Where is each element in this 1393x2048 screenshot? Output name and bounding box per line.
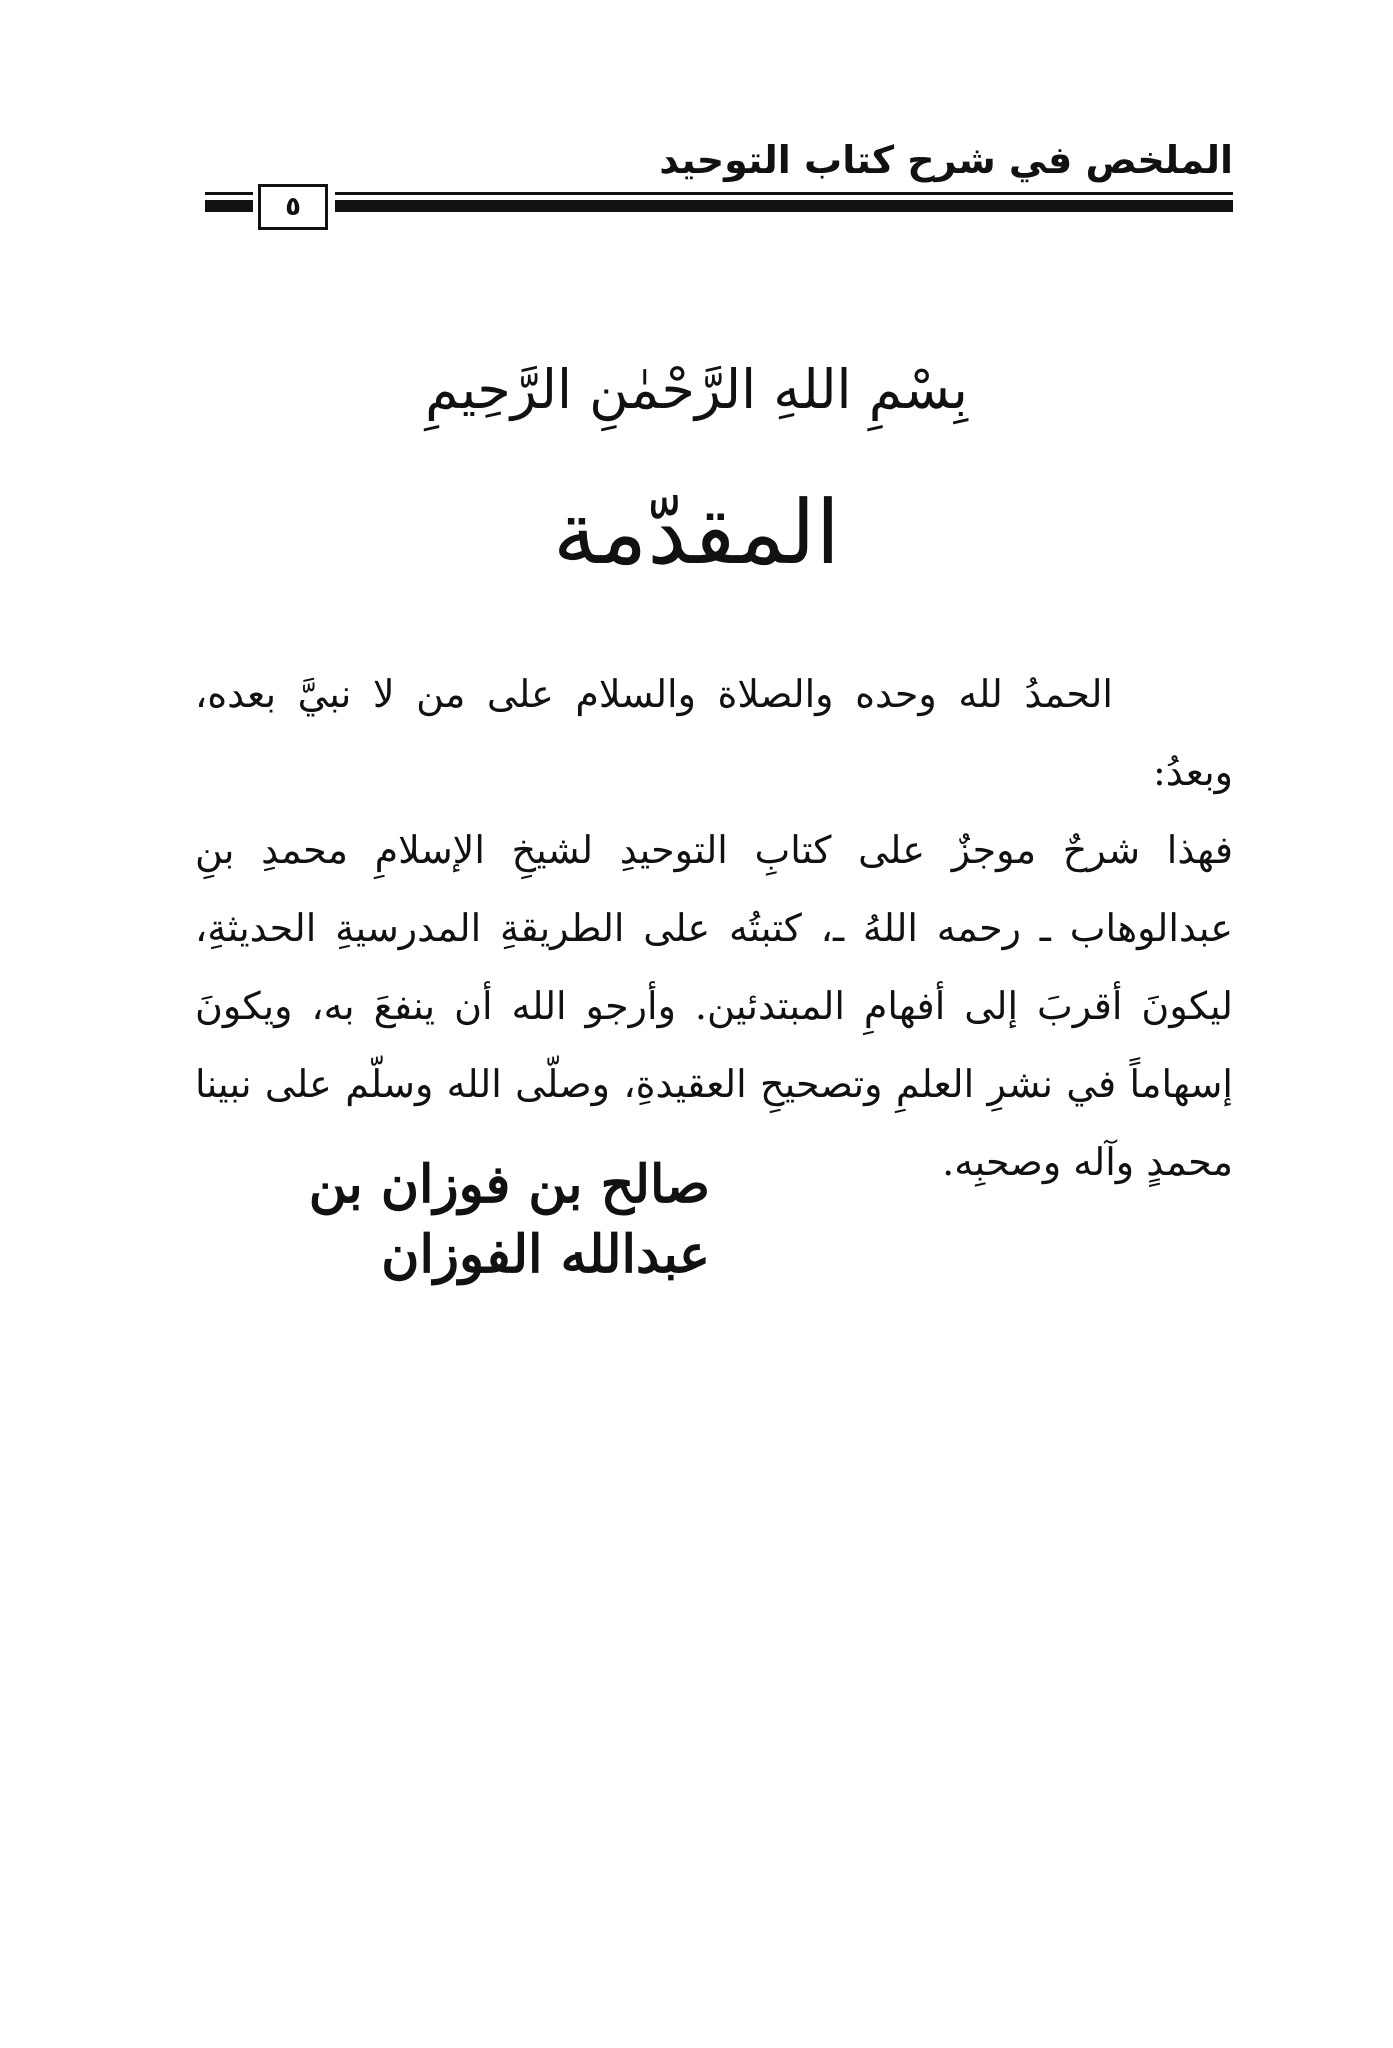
header-rule-thick — [335, 200, 1233, 212]
paragraph-opening: الحمدُ لله وحده والصلاة والسلام على من لا نبيَّ بعده، وبعدُ: — [195, 672, 1233, 794]
author-signature: صالح بن فوزان بن عبدالله الفوزان — [308, 1154, 710, 1285]
body-text — [195, 655, 1233, 1201]
paragraph-main: فهذا شرحٌ موجزٌ على كتابِ التوحيدِ لشيخِ الإسلامِ محمدِ بنِ عبدالوهاب ـ رحمه اللهُ ـ، كتبتُه على الطريقةِ المدرسيةِ الحديثةِ، ليكونَ أقربَ إلى أفهامِ المبتدئين. وأرجو الله أن ينفعَ به، ويكونَ إسهاماً في نشرِ العلمِ وتصحيحِ العقيدةِ، وصلّى الله وسلّم على نبينا محمدٍ وآله وصحبِه. — [195, 828, 1233, 1184]
basmala-calligraphy: بِسْمِ اللهِ الرَّحْمٰنِ الرَّحِيمِ — [425, 358, 968, 421]
header-rule-thin — [335, 192, 1233, 195]
section-title: المقدّمة — [552, 481, 841, 584]
page-number: ٥ — [258, 184, 328, 230]
header-rule-short-thin — [205, 192, 253, 195]
header-rule-short — [205, 200, 253, 212]
running-title: الملخص في شرح كتاب التوحيد — [659, 138, 1233, 182]
